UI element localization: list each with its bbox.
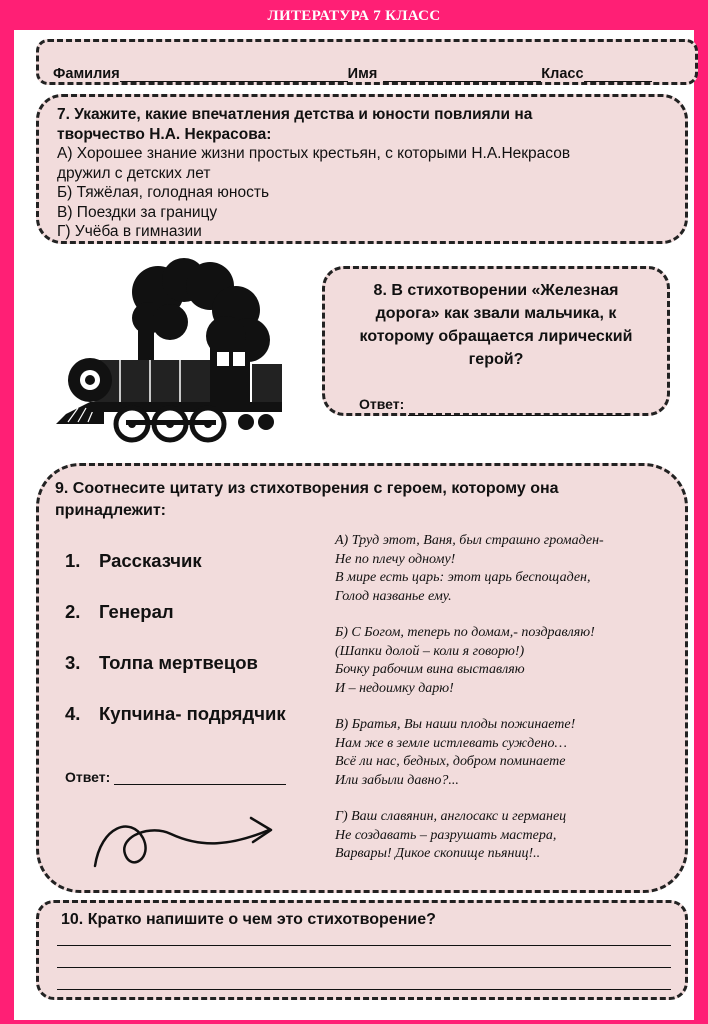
q10-title: 10. Кратко напишите о чем это стихотворение? (61, 911, 436, 928)
hero-item[interactable]: 3. Толпа мертвецов (65, 652, 258, 673)
q7-option[interactable]: Б) Тяжёлая, голодная юность (57, 184, 270, 201)
q9-title-line-1: 9. Соотнесите цитату из стихотворения с героем, которому она (55, 480, 559, 497)
q8-answer-field[interactable] (408, 399, 628, 416)
q10-answer-line[interactable] (57, 945, 671, 946)
surname-field[interactable] (120, 63, 348, 82)
q9-title-line-2: принадлежит: (55, 502, 166, 519)
q10-answer-line[interactable] (57, 989, 671, 990)
surname-label: Фамилия (53, 66, 120, 82)
hero-item[interactable]: 2. Генерал (65, 601, 174, 622)
worksheet (14, 30, 694, 1020)
q7-option[interactable]: Г) Учёба в гимназии (57, 223, 202, 240)
question-9 (36, 463, 688, 893)
q8-text-line: дорога» как звали мальчика, к (375, 305, 617, 322)
hero-item[interactable]: 1. Рассказчик (65, 550, 202, 571)
student-info-bar (36, 39, 698, 85)
steam-locomotive-illustration (50, 252, 286, 452)
q8-text-line: 8. В стихотворении «Железная (373, 282, 619, 299)
q7-option-continuation: дружил с детских лет (57, 164, 211, 182)
quote-v[interactable]: В) Братья, Вы наши плоды пожинаете! Нам же в земле истлевать суждено… Всё ли нас, бедных, добром поминаете Или забыли давно?... (335, 717, 576, 788)
quote-a[interactable]: А) Труд этот, Ваня, был страшно громаден- Не по плечу одному! В мире есть царь: этот царь беспощаден, Голод названье ему. (335, 533, 604, 604)
hero-list (65, 550, 325, 754)
q9-answer-field[interactable] (114, 768, 286, 785)
q8-text-line: которому обращается лирический (359, 328, 633, 345)
curly-arrow-icon (91, 806, 281, 876)
class-label: Класс (541, 66, 584, 82)
q8-answer-label: Ответ: (359, 396, 405, 412)
hero-item[interactable]: 4. Купчина- подрядчик (65, 703, 286, 724)
quote-b[interactable]: Б) С Богом, теперь по домам,- поздравляю! (Шапки долой – коли я говорю!) Бочку рабочим вина выставляю И – недоимку дарю! (335, 625, 595, 696)
q8-text-line: герой? (468, 351, 524, 368)
class-field[interactable] (584, 63, 652, 82)
q7-option[interactable]: А) Хорошее знание жизни простых крестьян, с которыми Н.А.Некрасов (57, 145, 571, 162)
page-title: ЛИТЕРАТУРА 7 КЛАСС (267, 8, 441, 24)
q7-title-line-1: 7. Укажите, какие впечатления детства и юности повлияли на (57, 106, 533, 123)
question-10 (36, 900, 688, 1000)
quote-g[interactable]: Г) Ваш славянин, англосакс и германец Не создавать – разрушать мастера, Варвары! Дикое скопище пьяниц!.. (335, 809, 567, 861)
q7-title-line-2: творчество Н.А. Некрасова: (57, 125, 272, 143)
q9-answer-label: Ответ: (65, 769, 111, 785)
question-7 (36, 94, 688, 244)
question-8 (322, 266, 670, 416)
q10-answer-line[interactable] (57, 967, 671, 968)
quote-list (335, 532, 675, 882)
name-field[interactable] (383, 63, 541, 82)
q7-option[interactable]: В) Поездки за границу (57, 203, 218, 221)
name-label: Имя (347, 66, 378, 82)
